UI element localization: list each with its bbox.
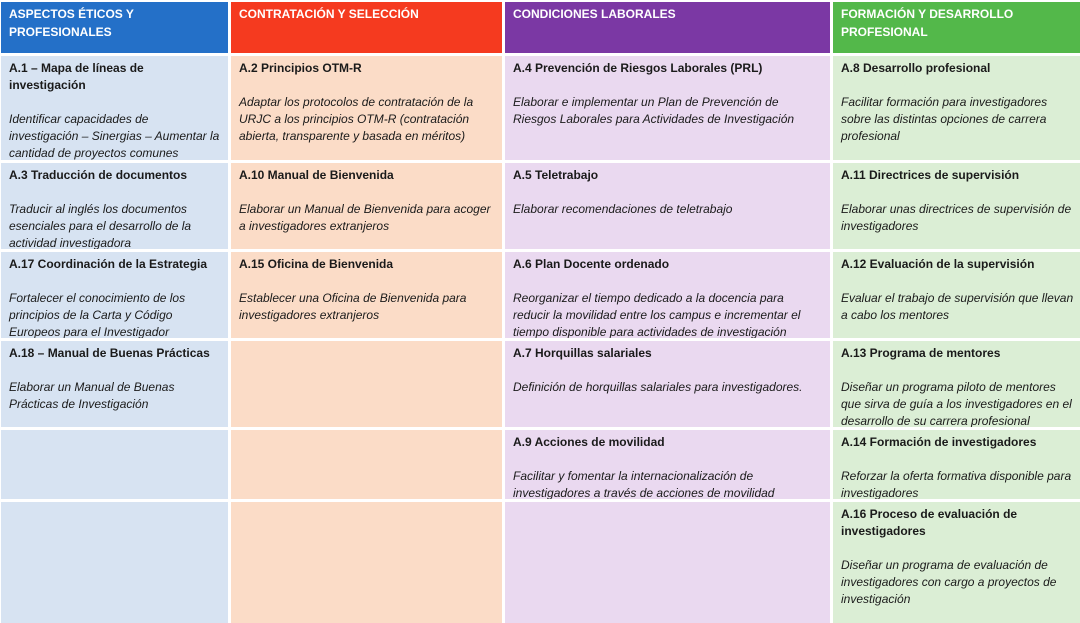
action-description: Reforzar la oferta formativa disponible para investigadores: [841, 469, 1072, 499]
action-title: A.17 Coordinación de la Estrategia: [9, 257, 208, 271]
action-title: A.5 Teletrabajo: [513, 168, 599, 182]
action-description: Diseñar un programa de evaluación de investigadores con cargo a proyectos de investigación: [841, 558, 1057, 606]
action-description: Elaborar un Manual de Buenas Prácticas de Investigación: [9, 380, 175, 411]
table-cell-empty: [1, 430, 228, 499]
table-cell: [833, 430, 1080, 499]
action-description: Diseñar un programa piloto de mentores que sirva de guía a los investigadores en el desarrollo de su carrera profesional: [841, 380, 1072, 427]
table-cell-empty: [505, 502, 830, 623]
action-description: Elaborar un Manual de Bienvenida para acoger a investigadores extranjeros: [239, 202, 491, 233]
header-aspectos-eticos: ASPECTOS ÉTICOS Y PROFESIONALES: [1, 2, 228, 53]
action-description: Reorganizar el tiempo dedicado a la docencia para reducir la movilidad entre los campus e incrementar el tiempo disponible para actividades de investigación: [513, 291, 801, 338]
table-cell: [505, 163, 830, 249]
header-condiciones-laborales: CONDICIONES LABORALES: [505, 2, 830, 53]
action-description: Identificar capacidades de investigación – Sinergias – Aumentar la cantidad de proyectos comunes: [9, 112, 220, 160]
table-cell: [505, 252, 830, 338]
table-cell: [505, 341, 830, 427]
table-cell: [231, 252, 502, 338]
action-title: A.6 Plan Docente ordenado: [513, 257, 670, 271]
action-title: A.3 Traducción de documentos: [9, 168, 188, 182]
table-cell: [1, 341, 228, 427]
table-cell: [833, 341, 1080, 427]
action-description: Elaborar recomendaciones de teletrabajo: [513, 202, 733, 216]
action-title: A.15 Oficina de Bienvenida: [239, 257, 394, 271]
action-title: A.14 Formación de investigadores: [841, 435, 1037, 449]
table-cell: [1, 56, 228, 160]
table-cell: [833, 502, 1080, 623]
header-formacion: FORMACIÓN Y DESARROLLO PROFESIONAL: [833, 2, 1080, 53]
table-cell: [833, 56, 1080, 160]
table-cell: [1, 252, 228, 338]
table-cell: [231, 163, 502, 249]
action-title: A.8 Desarrollo profesional: [841, 61, 991, 75]
table-cell: [231, 56, 502, 160]
action-description: Establecer una Oficina de Bienvenida para investigadores extranjeros: [239, 291, 467, 322]
table-cell-empty: [231, 341, 502, 427]
action-title: A.1 – Mapa de líneas de investigación: [9, 61, 144, 92]
action-title: A.7 Horquillas salariales: [513, 346, 652, 360]
action-title: A.9 Acciones de movilidad: [513, 435, 665, 449]
table-cell: [505, 56, 830, 160]
table-cell: [833, 163, 1080, 249]
action-title: A.12 Evaluación de la supervisión: [841, 257, 1035, 271]
action-description: Fortalecer el conocimiento de los principios de la Carta y Código Europeos para el Investigador: [9, 291, 186, 338]
action-description: Elaborar unas directrices de supervisión de investigadores: [841, 202, 1072, 233]
table-cell: [505, 430, 830, 499]
action-title: A.18 – Manual de Buenas Prácticas: [9, 346, 210, 360]
action-title: A.2 Principios OTM-R: [239, 61, 362, 75]
table-cell-empty: [231, 430, 502, 499]
action-title: A.10 Manual de Bienvenida: [239, 168, 394, 182]
action-title: A.11 Directrices de supervisión: [841, 168, 1020, 182]
table-cell: [1, 163, 228, 249]
action-description: Elaborar e implementar un Plan de Prevención de Riesgos Laborales para Actividades de Investigación: [513, 95, 795, 126]
action-description: Definición de horquillas salariales para investigadores.: [513, 380, 803, 394]
action-description: Evaluar el trabajo de supervisión que llevan a cabo los mentores: [841, 291, 1074, 322]
header-contratacion: CONTRATACIÓN Y SELECCIÓN: [231, 2, 502, 53]
table-cell: [833, 252, 1080, 338]
action-description: Traducir al inglés los documentos esenciales para el desarrollo de la actividad investigadora: [9, 202, 192, 249]
action-title: A.4 Prevención de Riesgos Laborales (PRL): [513, 61, 763, 75]
action-description: Adaptar los protocolos de contratación de la URJC a los principios OTM-R (contratación abierta, transparente y basada en méritos): [239, 95, 474, 143]
table-cell-empty: [231, 502, 502, 623]
table-cell-empty: [1, 502, 228, 623]
action-description: Facilitar y fomentar la internacionalización de investigadores a través de acciones de movilidad: [513, 469, 775, 499]
action-title: A.13 Programa de mentores: [841, 346, 1001, 360]
action-title: A.16 Proceso de evaluación de investigadores: [841, 507, 1018, 538]
action-description: Facilitar formación para investigadores sobre las distintas opciones de carrera profesional: [841, 95, 1048, 143]
